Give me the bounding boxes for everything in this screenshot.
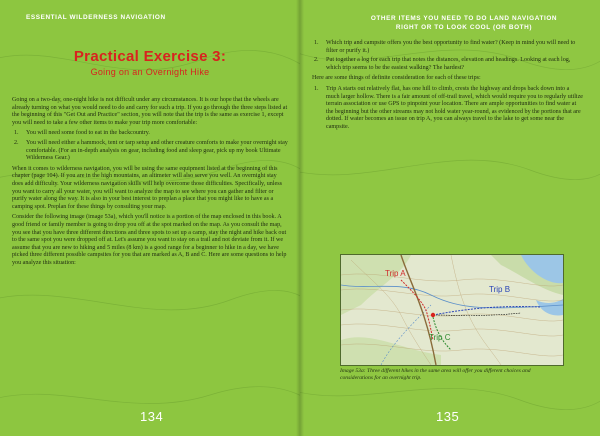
paragraph: Here are some things of definite consideration for each of these trips: bbox=[312, 75, 481, 82]
trip-c-label: Trip C bbox=[429, 333, 451, 342]
list-item: 2. Put together a log for each trip that notes the distances, elevation and headings. Looking at each log, which trip seems to be the easiest walking? The hardest? bbox=[314, 57, 571, 71]
exercise-subtitle: Going on an Overnight Hike bbox=[90, 67, 210, 77]
running-head-right: OTHER ITEMS YOU NEED TO DO LAND NAVIGATION RIGHT OR TO LOOK COOL (OR BOTH) bbox=[370, 15, 558, 31]
map-caption: Image 53a: Three different hikes in the same area will offer you different choices and considerations for an overnight trip. bbox=[340, 368, 531, 381]
left-body-text bbox=[12, 97, 288, 270]
paragraph: Consider the following image (image 53a), which you'll notice is a portion of the map enclosed in this book. A good friend or family member is going to drop you off at the spot marked on the map. As you consult the map, you see that you have three different directions and three spots to set up a camp, stay the night and hike back out to the same spot you were dropped off at. Let's assume you want to stay on a trail and not deviate from it. If we assume that you are new to hiking and 5 miles (8 km) is a good range for a beginner to hike in a day, we have picked three different possible campsites for you that are marked as A, B and C. Here are some questions to help you analyze this situation: bbox=[12, 214, 287, 266]
question-list bbox=[312, 40, 584, 72]
trip-a-label: Trip A bbox=[385, 269, 406, 278]
topo-map-drawing bbox=[341, 255, 563, 365]
list-item: 1. You will need some food to eat in the backcountry. bbox=[14, 130, 150, 137]
trip-list bbox=[312, 86, 584, 132]
trip-b-label: Trip B bbox=[489, 285, 511, 294]
right-body-text bbox=[312, 40, 584, 135]
right-page bbox=[300, 0, 600, 436]
list-item: 1. Which trip and campsite offers you the best opportunity to find water? (Keep in mind you will need to filter or purify it.) bbox=[314, 40, 576, 54]
gear-list bbox=[12, 130, 288, 162]
page-number-left: 134 bbox=[140, 409, 164, 424]
book-gutter bbox=[296, 0, 304, 436]
page-number-right: 135 bbox=[436, 409, 460, 424]
exercise-title-main: Practical Exercise 3: bbox=[73, 48, 227, 65]
list-item: 1. Trip A starts out relatively flat, has one hill to climb, crests the highway and drops back down into a much larger hollow. There is a fair amount of off-trail travel, which would require you to regularly utilize terrain association or use GPS to pinpoint your location. There are ample opportunities to find water at the beginning but the other streams may not hold water year-round, as evidenced by the portions that are dotted. If water becomes an issue on trip A, you can always travel to the lake to get some near the campsite. bbox=[314, 85, 583, 130]
running-head-left: ESSENTIAL WILDERNESS NAVIGATION bbox=[26, 14, 166, 21]
paragraph: When it comes to wilderness navigation, you will be using the same equipment listed at the beginning of this chapter (page 104). If you are in the high mountains, an altimeter will also serve you well. An overnight stay does add difficulty. Your wilderness navigation skills will help overcome those difficulties. Specifically, unless you want to carry all your water, you will want to analyze the map to see where you can gather and filter or purify water along the way. It is also in your best interest to preplan a place that you might like to have as a camping spot. Preplan for these things by consulting your map. bbox=[12, 165, 282, 210]
exercise-title bbox=[0, 48, 300, 77]
topo-map bbox=[340, 254, 564, 366]
paragraph: Going on a two-day, one-night hike is not difficult under any circumstances. It is our hope that the wheels are already turning on what you would need to do and carry for such a trip. If you go through the three steps listed at the beginning of this "Get Out and Practice" section, you will note that the trip is the same as exercise 1, except you will need to take a few other items to make your trip more comfortable: bbox=[12, 97, 288, 126]
list-item: 2. You will need either a hammock, tent or tarp setup and other creature comforts to make your overnight stay comfortable. (For an in-depth analysis on gear, including food and sleep gear, pick up my book Ultimate Wilderness Gear.) bbox=[14, 139, 288, 162]
